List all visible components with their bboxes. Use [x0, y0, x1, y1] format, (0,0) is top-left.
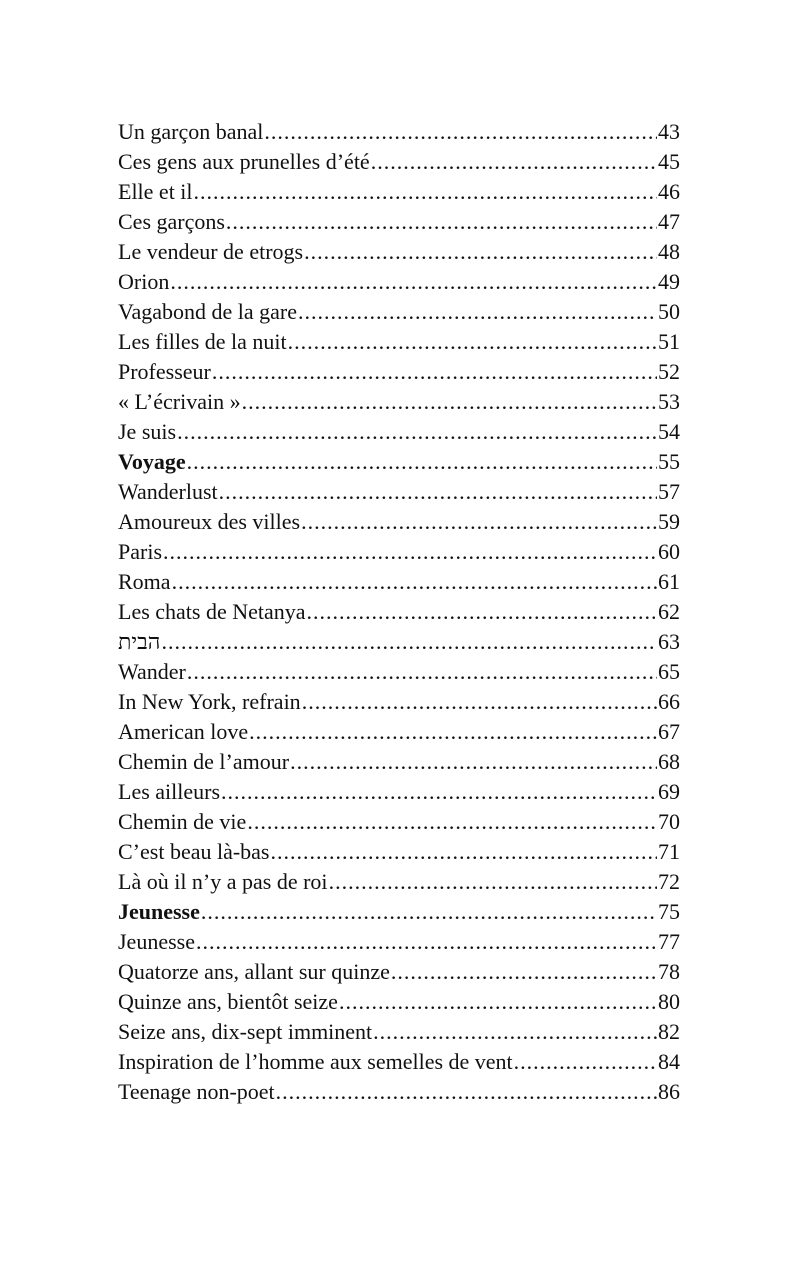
toc-entry	[118, 357, 680, 387]
toc-entry-title: Roma	[118, 569, 171, 594]
toc-entry	[118, 147, 680, 177]
toc-entry	[118, 387, 680, 417]
toc-entry	[118, 747, 680, 777]
toc-entry-page-number: 80	[658, 989, 680, 1014]
dot-leader	[172, 567, 657, 597]
toc-entry-title: Chemin de l’amour	[118, 749, 290, 774]
toc-entry-title: Elle et il	[118, 179, 193, 204]
dot-leader	[373, 1017, 657, 1047]
toc-entry-title: C’est beau là-bas	[118, 839, 270, 864]
toc-entry-page-number: 82	[658, 1019, 680, 1044]
dot-leader	[290, 747, 657, 777]
toc-entry-title: Quatorze ans, allant sur quinze	[118, 959, 390, 984]
toc-entry	[118, 177, 680, 207]
toc-entry-page-number: 49	[658, 269, 680, 294]
toc-entry	[118, 207, 680, 237]
toc-entry-page-number: 66	[658, 689, 680, 714]
toc-entry	[118, 267, 680, 297]
toc-entry-page-number: 47	[658, 209, 680, 234]
toc-entry-title: הבית	[118, 629, 161, 654]
toc-entry-page-number: 71	[658, 839, 680, 864]
toc-entry-title: Vagabond de la gare	[118, 299, 297, 324]
toc-entry-page-number: 86	[658, 1079, 680, 1104]
dot-leader	[242, 387, 657, 417]
toc-entry	[118, 867, 680, 897]
toc-entry-title: Orion	[118, 269, 170, 294]
dot-leader	[187, 447, 657, 477]
toc-entry	[118, 1077, 680, 1107]
toc-entry-title: Voyage	[118, 449, 186, 474]
dot-leader	[249, 717, 657, 747]
toc-entry-title: Les chats de Netanya	[118, 599, 306, 624]
toc-entry-page-number: 43	[658, 119, 680, 144]
toc-entry-page-number: 69	[658, 779, 680, 804]
toc-entry	[118, 417, 680, 447]
dot-leader	[247, 807, 657, 837]
toc-entry	[118, 837, 680, 867]
dot-leader	[194, 177, 657, 207]
toc-section-heading	[118, 447, 680, 477]
toc-entry-page-number: 67	[658, 719, 680, 744]
toc-entry-title: Teenage non-poet	[118, 1079, 275, 1104]
toc-entry-page-number: 68	[658, 749, 680, 774]
dot-leader	[339, 987, 657, 1017]
dot-leader	[371, 147, 657, 177]
toc-entry	[118, 807, 680, 837]
toc-entry	[118, 657, 680, 687]
toc-entry-title: In New York, refrain	[118, 689, 301, 714]
toc-entry	[118, 1047, 680, 1077]
dot-leader	[187, 657, 657, 687]
toc-entry-page-number: 55	[658, 449, 680, 474]
toc-entry-title: Wanderlust	[118, 479, 218, 504]
toc-entry-page-number: 63	[658, 629, 680, 654]
dot-leader	[226, 207, 657, 237]
dot-leader	[163, 537, 657, 567]
toc-entry	[118, 987, 680, 1017]
toc-entry	[118, 927, 680, 957]
dot-leader	[264, 117, 657, 147]
dot-leader	[288, 327, 657, 357]
table-of-contents	[118, 117, 680, 1107]
toc-entry	[118, 297, 680, 327]
toc-entry-page-number: 53	[658, 389, 680, 414]
toc-entry	[118, 117, 680, 147]
toc-entry-page-number: 45	[658, 149, 680, 174]
toc-entry	[118, 597, 680, 627]
toc-entry-title: Wander	[118, 659, 186, 684]
toc-entry	[118, 1017, 680, 1047]
toc-entry-page-number: 65	[658, 659, 680, 684]
toc-entry-page-number: 57	[658, 479, 680, 504]
toc-entry	[118, 567, 680, 597]
toc-entry	[118, 957, 680, 987]
dot-leader	[391, 957, 657, 987]
toc-entry-title: Ces gens aux prunelles d’été	[118, 149, 370, 174]
toc-entry	[118, 627, 680, 657]
toc-entry	[118, 477, 680, 507]
toc-entry-page-number: 60	[658, 539, 680, 564]
toc-entry-page-number: 61	[658, 569, 680, 594]
toc-entry-title: Les ailleurs	[118, 779, 221, 804]
toc-entry-title: Les filles de la nuit	[118, 329, 287, 354]
toc-entry-title: Jeunesse	[118, 899, 200, 924]
dot-leader	[301, 507, 657, 537]
toc-entry-page-number: 62	[658, 599, 680, 624]
toc-entry-title: Seize ans, dix-sept imminent	[118, 1019, 373, 1044]
dot-leader	[304, 237, 657, 267]
dot-leader	[302, 687, 657, 717]
toc-entry-title: Je suis	[118, 419, 177, 444]
dot-leader	[271, 837, 658, 867]
toc-entry-title: Chemin de vie	[118, 809, 247, 834]
dot-leader	[298, 297, 657, 327]
toc-entry-page-number: 52	[658, 359, 680, 384]
dot-leader	[307, 597, 657, 627]
toc-entry-page-number: 51	[658, 329, 680, 354]
toc-entry-page-number: 72	[658, 869, 680, 894]
toc-entry-page-number: 84	[658, 1049, 680, 1074]
toc-entry	[118, 237, 680, 267]
dot-leader	[329, 867, 657, 897]
dot-leader	[201, 897, 657, 927]
toc-entry-title: Jeunesse	[118, 929, 195, 954]
toc-entry-title: Le vendeur de etrogs	[118, 239, 304, 264]
toc-entry-page-number: 48	[658, 239, 680, 264]
toc-entry	[118, 507, 680, 537]
dot-leader	[276, 1077, 657, 1107]
dot-leader	[221, 777, 657, 807]
toc-entry-title: Amoureux des villes	[118, 509, 301, 534]
toc-entry-title: Quinze ans, bientôt seize	[118, 989, 338, 1014]
dot-leader	[219, 477, 657, 507]
toc-entry	[118, 537, 680, 567]
dot-leader	[170, 267, 657, 297]
toc-entry-title: Là où il n’y a pas de roi	[118, 869, 328, 894]
toc-entry-page-number: 50	[658, 299, 680, 324]
dot-leader	[196, 927, 657, 957]
toc-entry-title: Paris	[118, 539, 162, 564]
dot-leader	[514, 1047, 657, 1077]
toc-entry	[118, 687, 680, 717]
toc-entry-title: Ces garçons	[118, 209, 225, 234]
toc-entry-page-number: 75	[658, 899, 680, 924]
toc-entry-page-number: 59	[658, 509, 680, 534]
toc-entry-page-number: 54	[658, 419, 680, 444]
toc-entry-title: Inspiration de l’homme aux semelles de vent	[118, 1049, 513, 1074]
toc-entry-title: « L’écrivain »	[118, 389, 241, 414]
toc-entry-title: Un garçon banal	[118, 119, 264, 144]
toc-entry-page-number: 78	[658, 959, 680, 984]
toc-entry-title: Professeur	[118, 359, 211, 384]
dot-leader	[212, 357, 657, 387]
dot-leader	[177, 417, 657, 447]
toc-entry-title: American love	[118, 719, 249, 744]
toc-entry	[118, 777, 680, 807]
toc-entry	[118, 717, 680, 747]
dot-leader	[161, 627, 657, 657]
toc-entry-page-number: 46	[658, 179, 680, 204]
toc-entry	[118, 327, 680, 357]
toc-entry-page-number: 70	[658, 809, 680, 834]
toc-section-heading	[118, 897, 680, 927]
toc-entry-page-number: 77	[658, 929, 680, 954]
